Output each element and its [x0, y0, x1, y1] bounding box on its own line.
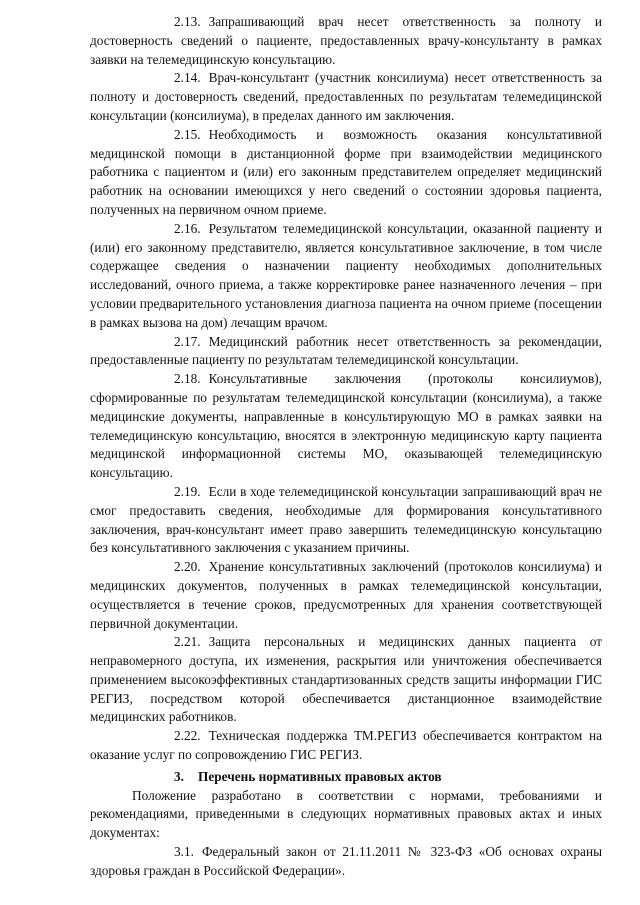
paragraph-2-19: [90, 483, 602, 558]
paragraph-number: 2.21.: [174, 634, 201, 650]
paragraph-2-14: [90, 69, 602, 125]
paragraph-text: Защита персональных и медицинских данных пациента от неправомерного доступа, их изменения, раскрытия или уничтожения обеспечивается применением высокоэффективных стандартизованных средств защиты информации ГИС РЕГИЗ, посредством которой обеспечивается дистанционное взаимодействие медицинских работников.: [90, 634, 602, 725]
paragraph-text: Врач-консультант (участник консилиума) несет ответственность за полноту и достоверность сведений, предоставленных по результатам телемедицинской консультации (консилиума), в пределах данного им заключения.: [90, 70, 602, 123]
paragraph-number: 2.13.: [174, 14, 201, 29]
section-title: Перечень нормативных правовых актов: [197, 768, 442, 784]
paragraph-number: 2.18.: [174, 371, 201, 387]
paragraph-number: 2.14.: [174, 70, 201, 86]
paragraph-number: 2.22.: [174, 728, 201, 744]
paragraph-number: 2.15.: [174, 126, 201, 142]
paragraph-2-21: [90, 633, 602, 727]
paragraph-text: Необходимость и возможность оказания консультативной медицинской помощи в дистанционной форме при взаимодействии медицинского работника с пациентом и (или) его законным представителем определяет медицинский работник на основании имеющихся у него сведений о состоянии здоровья пациента, полученных на первичном очном приеме.: [90, 126, 602, 217]
paragraph-text: Результатом телемедицинской консультации, оказанной пациенту и (или) его законному представителю, является консультативное заключение, в том числе содержащее сведения о назначении пациенту необходимых дополнительных исследований, очного приема, а также корректировке ранее назначенного лечения – при условии предварительного установления диагноза пациента на очном приеме (посещении в рамках вызова на дом) лечащим врачом.: [90, 220, 602, 330]
paragraph-text: Если в ходе телемедицинской консультации запрашивающий врач не смог предоставить сведения, необходимые для формирования консультативного заключения, врач-консультант имеет право завершить телемедицинскую консультацию без консультативного заключения с указанием причины.: [90, 483, 602, 556]
paragraph-number: 2.20.: [174, 559, 201, 575]
paragraph-text: Хранение консультативных заключений (протоколов консилиума) и медицинских документов, полученных в рамках телемедицинской консультации, осуществляется в течение сроков, предусмотренных для хранения соответствующей первичной документации.: [90, 559, 602, 631]
paragraph-text: Техническая поддержка ТМ.РЕГИЗ обеспечивается контрактом на оказание услуг по сопровождению ГИС РЕГИЗ.: [90, 728, 602, 763]
paragraph-text: Федеральный закон от 21.11.2011 № 323-ФЗ «Об основах охраны здоровья граждан в Российской Федерации».: [90, 844, 602, 878]
paragraph-number: 2.19.: [174, 483, 201, 499]
paragraph-text: Консультативные заключения (протоколы консилиумов), сформированные по результатам телемедицинской консультации (консилиума), а также медицинские документы, направленные в консультирующую МО в рамках заявки на телемедицинскую консультацию, вносятся в электронную медицинскую карту пациента медицинской информационной системы МО, оказывающей телемедицинскую консультацию.: [90, 371, 602, 481]
paragraph-number: 3.1.: [174, 844, 194, 860]
section-3-intro: Положение разработано в соответствии с нормами, требованиями и рекомендациями, приведенными в следующих нормативных правовых актах и иных документах:: [90, 787, 602, 841]
paragraph-2-18: [90, 370, 602, 483]
section-number: 3.: [174, 768, 184, 784]
paragraph-2-13: [90, 13, 602, 69]
paragraph-2-20: [90, 558, 602, 633]
paragraph-2-22: [90, 727, 602, 765]
section-3-heading: [90, 768, 602, 787]
paragraph-text: Запрашивающий врач несет ответственность за полноту и достоверность сведений о пациенте, предоставленных врачу-консультанту в рамках заявки на телемедицинскую консультацию.: [90, 14, 602, 67]
paragraph-2-15: [90, 126, 602, 220]
paragraph-2-17: [90, 333, 602, 371]
paragraph-2-16: [90, 220, 602, 333]
paragraph-number: 2.17.: [174, 333, 201, 349]
paragraph-text: Медицинский работник несет ответственность за рекомендации, предоставленные пациенту по результатам телемедицинской консультации.: [90, 333, 602, 368]
paragraph-3-1: [90, 843, 602, 881]
paragraph-number: 2.16.: [174, 220, 201, 236]
